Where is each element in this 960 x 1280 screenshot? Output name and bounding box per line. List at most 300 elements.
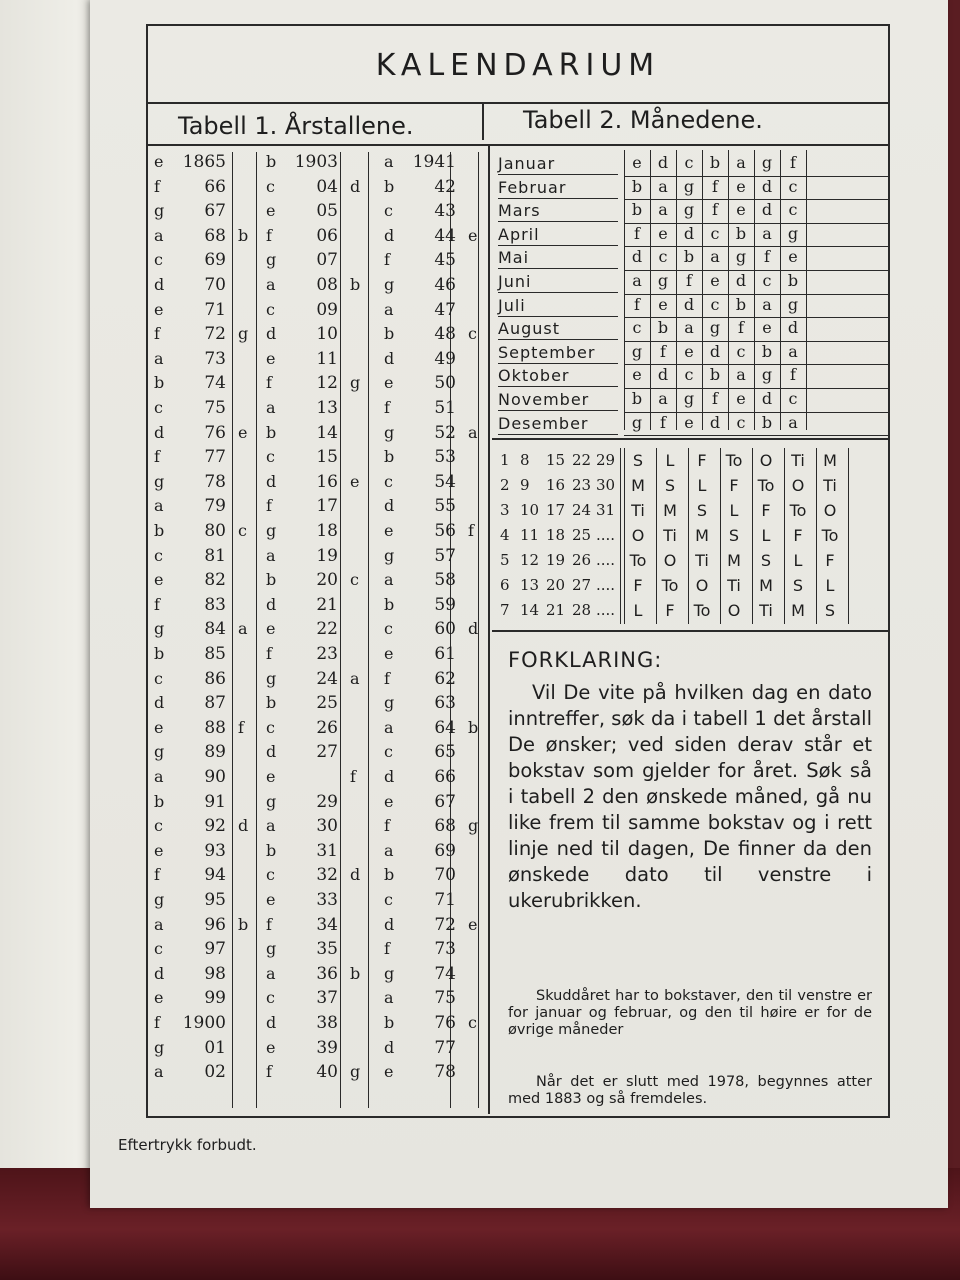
year-letter: c — [266, 176, 275, 196]
year-value: 29 — [316, 791, 338, 812]
date-number: 11 — [520, 526, 540, 544]
year-letter: b — [384, 865, 395, 885]
year-value: 68 — [434, 816, 456, 837]
year-value: 71 — [204, 299, 226, 320]
explanation-section — [492, 632, 888, 1112]
month-letter: b — [631, 176, 643, 196]
year-letter: d — [266, 1013, 277, 1032]
year-value: 86 — [204, 668, 226, 689]
weekday-row — [492, 500, 888, 525]
month-name: Januar — [498, 154, 618, 175]
year-letter: f — [384, 398, 390, 417]
year-table-row — [148, 718, 488, 742]
year-letter: g — [384, 963, 395, 983]
year-letter: a — [266, 816, 276, 836]
leap-year-letter: b — [468, 717, 479, 737]
leap-year-letter: d — [350, 865, 361, 885]
year-letter: e — [266, 1037, 276, 1057]
year-value: 72 — [434, 914, 456, 935]
month-letter: c — [788, 176, 798, 196]
year-value: 71 — [434, 890, 456, 910]
month-letter: c — [658, 247, 668, 267]
year-value: 75 — [434, 988, 456, 1009]
year-value: 1900 — [182, 1013, 226, 1033]
year-value: 88 — [204, 717, 226, 738]
month-letter: c — [684, 365, 694, 385]
month-letter: c — [710, 294, 720, 314]
year-table-row — [148, 349, 488, 373]
year-letter: f — [384, 250, 390, 270]
year-letter: e — [266, 348, 276, 368]
year-letter: a — [384, 570, 394, 590]
leap-year-letter: a — [238, 619, 248, 639]
month-name: September — [498, 343, 618, 364]
month-letter: b — [631, 389, 643, 408]
year-letter: a — [154, 225, 164, 245]
weekday-abbr: To — [757, 476, 775, 495]
year-value: 60 — [434, 619, 456, 640]
year-value: 73 — [204, 348, 226, 369]
month-letter: a — [632, 271, 642, 290]
weekday-abbr: To — [693, 601, 711, 620]
date-number: 14 — [520, 601, 540, 619]
year-value: 16 — [316, 471, 338, 492]
year-letter: f — [266, 914, 272, 934]
leap-year-letter: g — [468, 816, 479, 836]
year-letter: b — [266, 152, 277, 171]
month-letter: d — [761, 176, 773, 196]
weekday-row — [492, 600, 888, 625]
year-table-row — [148, 742, 488, 766]
year-value: 76 — [204, 422, 226, 443]
weekday-abbr: F — [729, 476, 739, 495]
year-value: 31 — [316, 840, 338, 861]
month-letter: a — [658, 176, 668, 196]
date-number: 2 — [500, 476, 510, 494]
year-letter: f — [266, 373, 272, 393]
date-number: 13 — [520, 576, 540, 594]
weekday-abbr: M — [823, 451, 837, 470]
date-number: 17 — [546, 501, 566, 519]
year-letter: b — [266, 570, 277, 590]
month-letter: d — [709, 412, 721, 432]
month-row — [492, 223, 888, 247]
year-value: 95 — [204, 890, 226, 910]
month-letter: d — [735, 271, 747, 290]
year-value: 15 — [316, 447, 338, 468]
month-letter: b — [761, 341, 773, 361]
year-letter: c — [154, 668, 163, 688]
table-header-row — [148, 104, 888, 146]
year-letter: a — [384, 988, 394, 1008]
weekday-abbr: Ti — [727, 576, 741, 595]
year-table-row — [148, 644, 488, 668]
weekday-abbr: L — [793, 551, 803, 570]
leap-year-letter: c — [468, 1013, 477, 1032]
year-value: 08 — [316, 275, 338, 295]
month-letter: e — [736, 200, 746, 220]
year-letter: c — [384, 742, 393, 762]
year-letter: b — [154, 791, 165, 811]
year-value: 54 — [434, 471, 456, 492]
year-table-row — [148, 447, 488, 471]
month-letter: a — [736, 153, 746, 172]
month-letter: e — [788, 247, 798, 267]
year-letter: f — [266, 1062, 272, 1082]
year-table-row — [148, 619, 488, 643]
year-letter: a — [154, 348, 164, 368]
year-value: 12 — [316, 373, 338, 394]
year-value: 21 — [316, 594, 338, 615]
year-value: 68 — [204, 225, 226, 246]
month-letter: e — [684, 341, 694, 361]
year-letter: b — [384, 594, 395, 614]
leap-year-letter: g — [350, 373, 361, 393]
leap-year-letter: f — [350, 767, 356, 786]
year-table — [148, 146, 488, 1114]
month-letter: d — [631, 247, 643, 267]
weekday-abbr: L — [729, 501, 739, 520]
year-letter: a — [384, 152, 394, 171]
month-row — [492, 364, 888, 388]
weekday-abbr: F — [761, 501, 771, 520]
year-table-row — [148, 373, 488, 397]
weekday-abbr: L — [665, 451, 675, 470]
year-value: 77 — [204, 447, 226, 468]
weekday-abbr: Ti — [631, 501, 645, 520]
year-letter: g — [266, 791, 277, 811]
year-table-row — [148, 423, 488, 447]
year-value: 09 — [316, 299, 338, 320]
year-letter: e — [384, 644, 394, 663]
year-letter: f — [154, 176, 160, 196]
year-value: 66 — [434, 767, 456, 787]
year-value: 82 — [204, 570, 226, 591]
weekday-abbr: S — [824, 601, 836, 620]
weekday-abbr: F — [665, 601, 675, 620]
year-letter: e — [154, 299, 164, 319]
month-letter: e — [632, 153, 642, 172]
year-value: 34 — [316, 914, 338, 935]
month-letter: a — [762, 223, 772, 243]
date-number: 16 — [546, 476, 566, 494]
year-value: 75 — [204, 398, 226, 418]
month-letter: f — [764, 247, 770, 267]
month-row — [492, 199, 888, 223]
month-name: April — [498, 225, 618, 246]
weekday-abbr: O — [727, 601, 741, 620]
year-value: 63 — [434, 693, 456, 714]
weekday-abbr: F — [633, 576, 643, 595]
year-letter: a — [384, 717, 394, 737]
year-value: 93 — [204, 840, 226, 861]
month-letter: a — [762, 294, 772, 314]
month-letter: b — [709, 153, 721, 172]
weekday-abbr: F — [825, 551, 835, 570]
year-value: 55 — [434, 496, 456, 517]
year-value: 76 — [434, 1013, 456, 1033]
month-letter: b — [787, 271, 799, 290]
year-value: 61 — [434, 644, 456, 664]
left-page — [0, 0, 96, 1168]
year-value: 43 — [434, 201, 456, 222]
year-value: 52 — [434, 422, 456, 443]
month-letter: e — [658, 294, 668, 314]
month-letter: f — [790, 153, 796, 172]
month-letter: a — [788, 341, 798, 361]
weekday-abbr: L — [825, 576, 835, 595]
month-row — [492, 176, 888, 200]
year-value: 70 — [434, 865, 456, 886]
leap-year-letter: b — [238, 225, 249, 245]
month-letter: c — [736, 341, 746, 361]
year-letter: b — [154, 373, 165, 393]
year-table-row — [148, 300, 488, 324]
page-title: KALENDARIUM — [375, 48, 661, 83]
date-number: 26 — [572, 551, 592, 569]
year-letter: e — [384, 373, 394, 393]
year-letter: b — [266, 422, 277, 442]
date-number: 31 — [596, 501, 616, 519]
date-number: 1 — [500, 451, 510, 469]
year-value: 44 — [434, 225, 456, 246]
year-letter: d — [154, 693, 165, 713]
year-letter: c — [154, 939, 163, 959]
leap-year-letter: f — [238, 717, 244, 737]
date-number: 9 — [520, 476, 530, 494]
month-letter: b — [735, 294, 747, 314]
weekday-abbr: Ti — [823, 476, 837, 495]
year-table-row — [148, 398, 488, 422]
main-divider — [488, 146, 490, 1114]
date-number: 24 — [572, 501, 592, 519]
year-value: 07 — [316, 250, 338, 271]
year-letter: f — [154, 865, 160, 885]
year-value: 35 — [316, 939, 338, 960]
year-letter: a — [154, 914, 164, 934]
month-letter: c — [684, 153, 694, 172]
month-letter: f — [790, 365, 796, 385]
date-number: .... — [596, 526, 616, 544]
weekday-row — [492, 525, 888, 550]
year-value: 48 — [434, 324, 456, 345]
month-name: August — [498, 319, 618, 340]
weekday-row — [492, 550, 888, 575]
date-number: 12 — [520, 551, 540, 569]
year-letter: b — [384, 1013, 395, 1032]
year-letter: a — [266, 545, 276, 565]
month-letter: d — [761, 389, 773, 408]
year-value: 83 — [204, 594, 226, 615]
year-letter: g — [266, 668, 277, 688]
year-value: 13 — [316, 398, 338, 418]
year-value: 73 — [434, 939, 456, 960]
weekday-abbr: Ti — [695, 551, 709, 570]
year-letter: b — [266, 840, 277, 860]
month-letter: b — [683, 247, 695, 267]
weekday-abbr: M — [663, 501, 677, 520]
year-value: 42 — [434, 176, 456, 197]
month-letter: g — [683, 389, 695, 408]
date-number: 18 — [546, 526, 566, 544]
weekday-abbr: O — [791, 476, 805, 495]
year-letter: g — [266, 521, 277, 540]
year-letter: d — [154, 422, 165, 442]
year-letter: d — [154, 275, 165, 294]
year-letter: f — [154, 1013, 160, 1032]
weekday-table — [492, 442, 888, 628]
weekday-abbr: S — [664, 476, 676, 495]
leap-year-letter: e — [468, 914, 478, 934]
leap-year-letter: g — [350, 1062, 361, 1082]
date-number: 6 — [500, 576, 510, 594]
month-letter: b — [631, 200, 643, 220]
year-letter: d — [384, 767, 395, 786]
year-value: 74 — [434, 963, 456, 984]
leap-year-letter: b — [350, 963, 361, 983]
weekday-row — [492, 575, 888, 600]
weekday-abbr: S — [792, 576, 804, 595]
year-letter: c — [384, 201, 393, 221]
weekday-abbr: M — [759, 576, 773, 595]
date-number: 8 — [520, 451, 530, 469]
weekday-abbr: O — [695, 576, 709, 595]
year-table-row — [148, 841, 488, 865]
year-table-row — [148, 693, 488, 717]
date-number: 10 — [520, 501, 540, 519]
year-letter: d — [384, 348, 395, 368]
year-letter: g — [154, 1037, 165, 1057]
year-value: 67 — [434, 791, 456, 812]
year-letter: e — [266, 201, 276, 221]
month-letter: b — [761, 412, 773, 432]
year-letter: d — [266, 324, 277, 344]
year-value: 96 — [204, 914, 226, 935]
date-number: 15 — [546, 451, 566, 469]
weekday-abbr: O — [759, 451, 773, 470]
month-letter: c — [736, 412, 746, 432]
year-table-row — [148, 964, 488, 988]
year-letter: e — [154, 717, 164, 737]
explanation-heading: FORKLARING: — [508, 648, 663, 672]
month-letter: b — [657, 318, 669, 338]
month-letter: g — [631, 341, 643, 361]
weekday-abbr: L — [697, 476, 707, 495]
year-letter: e — [154, 840, 164, 860]
year-table-row — [148, 496, 488, 520]
year-value: 51 — [434, 398, 456, 418]
year-letter: c — [266, 717, 275, 737]
date-number: .... — [596, 576, 616, 594]
month-letter: f — [712, 200, 718, 220]
month-letter: b — [709, 365, 721, 385]
year-value: 1903 — [294, 152, 338, 172]
year-value: 58 — [434, 570, 456, 591]
year-letter: c — [266, 865, 275, 885]
year-table-row — [148, 472, 488, 496]
year-letter: b — [384, 324, 395, 344]
weekday-abbr: S — [728, 526, 740, 545]
weekday-abbr: To — [725, 451, 743, 470]
weekday-abbr: O — [663, 551, 677, 570]
month-letter: g — [657, 271, 669, 290]
year-table-row — [148, 201, 488, 225]
year-letter: g — [154, 201, 165, 221]
month-table-rule — [624, 435, 888, 436]
year-letter: a — [266, 275, 276, 294]
year-letter: f — [266, 644, 272, 663]
leap-year-letter: c — [238, 521, 247, 540]
year-value: 90 — [204, 767, 226, 787]
month-letter: e — [632, 365, 642, 385]
weekday-abbr: F — [793, 526, 803, 545]
weekday-abbr: S — [760, 551, 772, 570]
month-letter: c — [762, 271, 772, 290]
weekday-abbr: To — [629, 551, 647, 570]
weekday-abbr: S — [632, 451, 644, 470]
month-letter: g — [787, 294, 799, 314]
leap-year-letter: c — [350, 570, 359, 590]
date-number: 28 — [572, 601, 592, 619]
year-letter: f — [266, 496, 272, 516]
year-letter: f — [384, 816, 390, 836]
year-value: 62 — [434, 668, 456, 689]
year-table-row — [148, 546, 488, 570]
year-letter: g — [154, 890, 165, 909]
weekday-abbr: O — [823, 501, 837, 520]
year-letter: c — [384, 471, 393, 491]
year-value: 25 — [316, 693, 338, 714]
year-table-row — [148, 767, 488, 791]
year-value: 47 — [434, 299, 456, 320]
leap-year-letter: d — [468, 619, 479, 639]
year-table-row — [148, 275, 488, 299]
year-letter: f — [154, 324, 160, 344]
year-letter: c — [384, 890, 393, 909]
year-value: 78 — [204, 471, 226, 492]
month-name: Mars — [498, 201, 618, 222]
month-name: Desember — [498, 414, 618, 435]
month-row — [492, 152, 888, 176]
year-table-row — [148, 816, 488, 840]
year-value: 67 — [204, 201, 226, 222]
table1-title: Tabell 1. Årstallene. — [178, 112, 414, 140]
month-letter: c — [710, 223, 720, 243]
weekday-abbr: M — [695, 526, 709, 545]
year-letter: g — [266, 939, 277, 959]
weekday-abbr: M — [631, 476, 645, 495]
year-letter: c — [154, 250, 163, 270]
year-value: 45 — [434, 250, 456, 271]
weekday-abbr: M — [791, 601, 805, 620]
leap-year-letter: e — [350, 471, 360, 491]
leap-year-letter: b — [238, 914, 249, 934]
month-table — [492, 146, 888, 436]
year-table-row — [148, 226, 488, 250]
weekday-abbr: L — [761, 526, 771, 545]
year-letter: a — [266, 398, 276, 417]
month-letter: g — [761, 365, 773, 385]
year-letter: g — [384, 545, 395, 565]
year-letter: f — [266, 225, 272, 245]
year-letter: f — [384, 668, 390, 688]
weekday-abbr: To — [661, 576, 679, 595]
date-number: .... — [596, 601, 616, 619]
year-letter: d — [384, 1037, 395, 1057]
year-letter: f — [384, 939, 390, 959]
year-value: 32 — [316, 865, 338, 886]
year-table-row — [148, 521, 488, 545]
